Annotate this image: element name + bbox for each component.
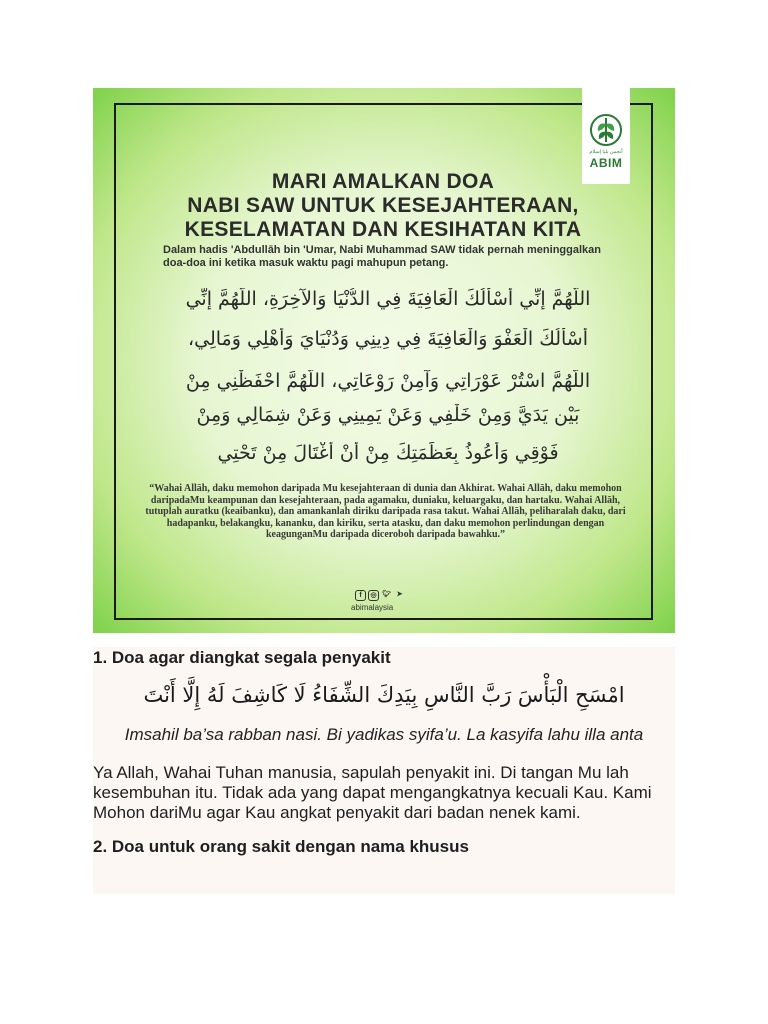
section-heading-1: 1. Doa agar diangkat segala penyakit	[93, 648, 391, 667]
section-heading-2: 2. Doa untuk orang sakit dengan nama khusus	[93, 837, 469, 856]
translation-paragraph: Ya Allah, Wahai Tuhan manusia, sapulah penyakit ini. Di tangan Mu lah kesembuhan itu. Tidak ada yang dapat mengangkatnya kecuali Kau. Kami Mohon dariMu agar Kau angkat penyakit dari badan nenek kami.	[93, 763, 652, 822]
logo-text: ABIM	[589, 156, 623, 170]
facebook-icon: f	[355, 590, 366, 601]
poster-translation: “Wahai Allāh, daku memohon daripada Mu kesejahteraan di dunia dan Akhirat. Wahai Allāh, daku memohon daripadaMu keampunan dan kesejahteraan, pada agamaku, duniaku, keluargaku, dan hartaku. Wahai Allāh, tutuplah auratku (keaibanku), dan amankanlah diriku daripada rasa takut. Wahai Allāh, peliharalah daku, dari hadapanku, belakangku, kananku, dan kiriku, serta atasku, dan daku memohon perlindungan dengan keagunganMu daripada diceroboh daripada bawahku.”	[145, 483, 626, 540]
poster-arabic-line-1: اللَّهُمَّ إِنِّي أَسْأَلُكَ الْعَافِيَةَ فِي الدُّنْيَا وَالآخِرَةِ، اللَّهُمَّ إِنِّي	[185, 288, 591, 310]
poster-subtitle: Dalam hadis 'Abdullāh bin 'Umar, Nabi Muhammad SAW tidak pernah meninggalkan doa-doa ini ketika masuk waktu pagi mahupun petang.	[163, 244, 601, 269]
poster-arabic-line-2: أَسْأَلُكَ الْعَفْوَ وَالْعَافِيَةَ فِي دِينِي وَدُنْيَايَ وَأَهْلِي وَمَالِي،	[188, 328, 588, 350]
doa-poster-image	[93, 88, 675, 633]
poster-arabic-line-4: بَيْنِ يَدَيَّ وَمِنْ خَلْفِي وَعَنْ يَمِينِي وَعَنْ شِمَالِي وَمِنْ	[196, 404, 580, 426]
logo-arabic-text: أنجمن بليا إسلام	[589, 149, 623, 155]
social-handle: abimalaysia	[351, 603, 394, 612]
content-section	[93, 647, 675, 894]
telegram-icon: ➤	[396, 591, 403, 598]
poster-arabic-line-5: فَوْقِي وَأَعُوذُ بِعَظَمَتِكَ مِنْ أَنْ أُغْتَالَ مِنْ تَحْتِي	[217, 442, 559, 464]
poster-arabic-line-3: اللَّهُمَّ اسْتُرْ عَوْرَاتِي وَآمِنْ رَوْعَاتِي، اللَّهُمَّ احْفَظْنِي مِنْ	[185, 370, 591, 392]
instagram-icon: ◎	[368, 590, 379, 601]
transliteration-text: Imsahil ba’sa rabban nasi. Bi yadikas syifa’u. La kasyifa lahu illa anta	[124, 725, 644, 744]
poster-title-line-1: MARI AMALKAN DOA	[271, 170, 495, 193]
twitter-icon: 🐦︎	[382, 591, 391, 598]
poster-title-line-2: NABI SAW UNTUK KESEJAHTERAAN,	[187, 194, 579, 217]
arabic-prayer-text: امْسَحِ الْبَأْسَ رَبَّ النَّاسِ بِيَدِكَ الشِّفَاءُ لَا كَاشِفَ لَهُ إِلَّا أَنْتَ	[143, 683, 625, 707]
poster-title-line-3: KESELAMATAN DAN KESIHATAN KITA	[184, 218, 582, 241]
social-icons	[355, 590, 405, 601]
abim-logo-icon	[588, 112, 624, 148]
